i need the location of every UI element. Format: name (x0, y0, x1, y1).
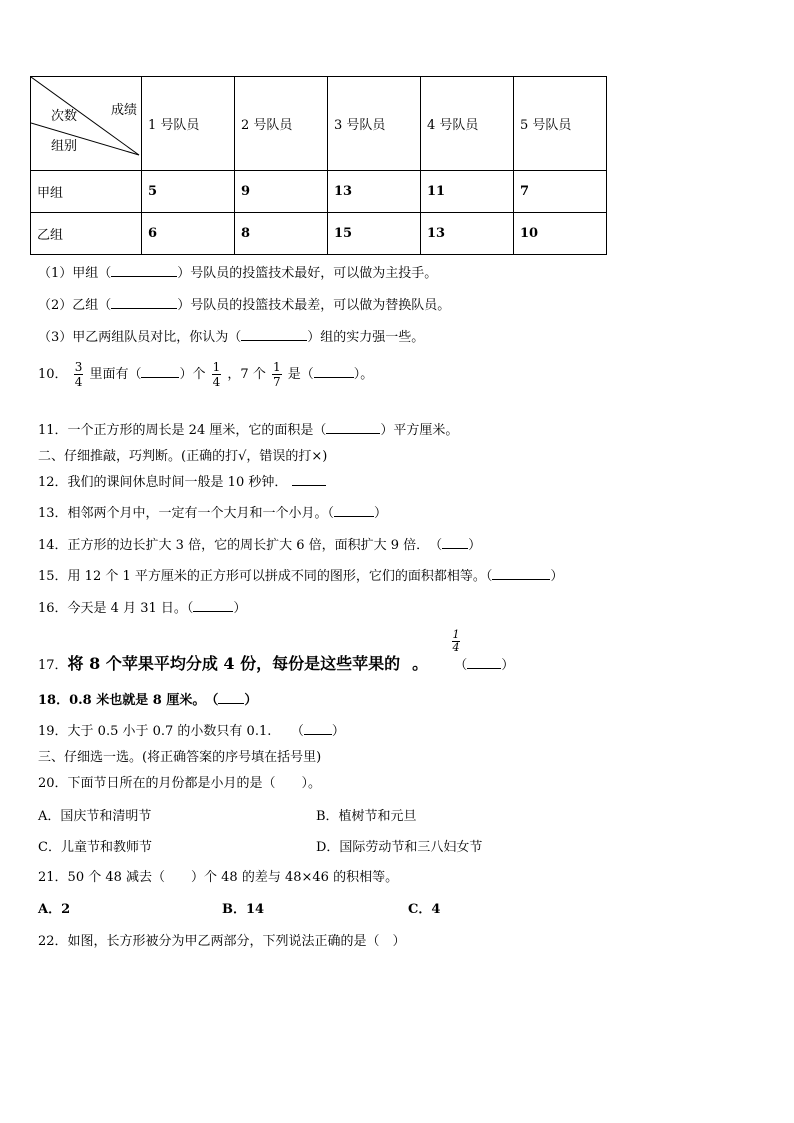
answer-blank[interactable] (492, 567, 550, 580)
header-score-label: 成绩 (111, 103, 138, 118)
q21: 21．50 个 48 减去（ ）个 48 的差与 48×46 的积相等。 (38, 870, 399, 885)
answer-blank[interactable] (218, 691, 244, 704)
answer-blank[interactable] (111, 264, 177, 277)
table-row (31, 213, 607, 255)
answer-blank[interactable] (241, 328, 307, 341)
answer-blank[interactable] (292, 473, 326, 486)
diagonal-lines (31, 77, 147, 170)
diagonal-header-cell (31, 77, 142, 171)
answer-blank[interactable] (467, 656, 501, 669)
column-header: 4 号队员 (421, 77, 514, 171)
header-count-label: 次数 (51, 109, 78, 124)
column-header: 2 号队员 (235, 77, 328, 171)
column-header: 3 号队员 (328, 77, 421, 171)
value-cell: 13 (421, 213, 514, 255)
fraction: $\frac{1}{7}$ (272, 360, 281, 389)
q14: 14．正方形的边长扩大 3 倍，它的周长扩大 6 倍，面积扩大 9 倍． （ ） (38, 538, 482, 553)
value-cell: 9 (235, 171, 328, 213)
q21-option-a[interactable]: A．2 (38, 902, 71, 917)
q20-option-d[interactable]: D．国际劳动节和三八妇女节 (316, 840, 483, 855)
q20: 20．下面节日所在的月份都是小月的是（ ）。 (38, 776, 322, 791)
q17: 17．将 8 个苹果平均分成 4 份，每份是这些苹果的 。 （ ） (38, 654, 515, 673)
answer-blank[interactable] (314, 365, 354, 378)
answer-blank[interactable] (193, 599, 233, 612)
q15: 15．用 12 个 1 平方厘米的正方形可以拼成不同的图形，它们的面积都相等。（ ） (38, 569, 564, 584)
q21-option-b[interactable]: B．14 (222, 902, 265, 917)
answer-blank[interactable] (442, 536, 468, 549)
q9-sub3: （3）甲乙两组队员对比，你认为（ ）组的实力强一些。 (38, 330, 425, 345)
answer-blank[interactable] (111, 296, 177, 309)
score-table (30, 76, 607, 255)
value-cell: 7 (514, 171, 607, 213)
q20-option-a[interactable]: A．国庆节和清明节 (38, 809, 152, 824)
q18: 18．0.8 米也就是 8 厘米。 （ ） (38, 693, 258, 708)
answer-blank[interactable] (326, 421, 380, 434)
q9-sub2: （2）乙组（ ）号队员的投篮技术最差，可以做为替换队员。 (38, 298, 451, 313)
column-header: 1 号队员 (142, 77, 235, 171)
table-row (31, 171, 607, 213)
value-cell: 11 (421, 171, 514, 213)
value-cell: 10 (514, 213, 607, 255)
value-cell: 8 (235, 213, 328, 255)
value-cell: 13 (328, 171, 421, 213)
value-cell: 6 (142, 213, 235, 255)
q17-fraction: 1 4 (452, 628, 460, 654)
value-cell: 15 (328, 213, 421, 255)
q9-sub1: （1）甲组（ ）号队员的投篮技术最好，可以做为主投手。 (38, 266, 438, 281)
q19: 19．大于 0.5 小于 0.7 的小数只有 0.1. （ ） (38, 724, 345, 739)
q20-option-b[interactable]: B．植树节和元旦 (316, 809, 417, 824)
q16: 16．今天是 4 月 31 日。（ ） (38, 601, 247, 616)
header-group-label: 组别 (51, 139, 78, 154)
fraction: $\frac{3}{4}$ (74, 360, 83, 389)
answer-blank[interactable] (334, 504, 374, 517)
group-cell: 乙组 (31, 213, 142, 255)
q22: 22．如图，长方形被分为甲乙两部分，下列说法正确的是（ ） (38, 934, 406, 949)
q11: 11．一个正方形的周长是 24 厘米，它的面积是（ ）平方厘米。 (38, 423, 459, 438)
section-3-heading: 三、仔细选一选。(将正确答案的序号填在括号里) (38, 750, 322, 765)
q10: 10． $\frac{3}{4}$ 里面有（ ）个 $\frac{1}{4}$ ，7 个 $\frac{1}{7}$ 是（ ）。 (38, 360, 374, 389)
answer-blank[interactable] (141, 365, 179, 378)
q21-option-c[interactable]: C．4 (408, 902, 441, 917)
q12: 12．我们的课间休息时间一般是 10 秒钟． (38, 471, 326, 490)
section-2-heading: 二、仔细推敲，巧判断。(正确的打√，错误的打×) (38, 449, 328, 464)
q20-option-c[interactable]: C．儿童节和教师节 (38, 840, 152, 855)
q13: 13．相邻两个月中，一定有一个大月和一个小月。（ ） (38, 506, 388, 521)
fraction: $\frac{1}{4}$ (212, 360, 221, 389)
answer-blank[interactable] (304, 722, 332, 735)
column-header: 5 号队员 (514, 77, 607, 171)
group-cell: 甲组 (31, 171, 142, 213)
value-cell: 5 (142, 171, 235, 213)
